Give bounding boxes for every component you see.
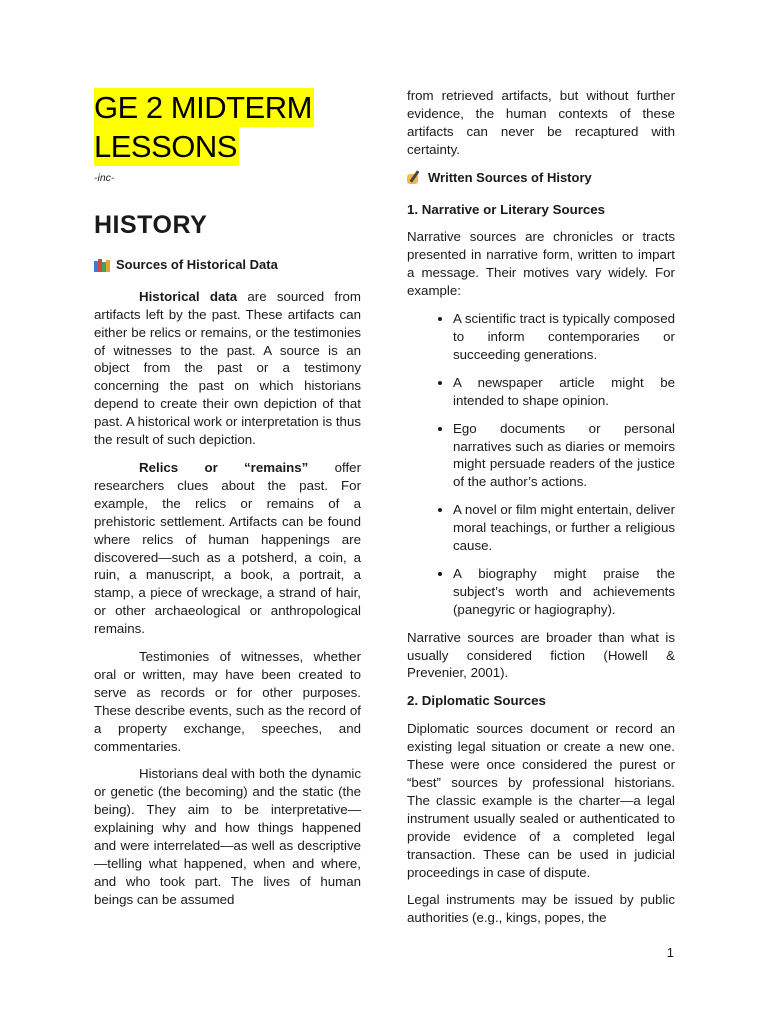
paragraph-narrative: Narrative sources are chronicles or tracts presented in narrative form, written to impart a message. Their motives vary widely. For example: <box>407 229 675 299</box>
paragraph-continued: from retrieved artifacts, but without further evidence, the human contexts of these artifacts can never be recaptured with certainty. <box>407 88 675 157</box>
list-item: • A newspaper article might be intended to shape opinion. <box>453 374 675 410</box>
page-number: 1 <box>666 945 674 960</box>
paragraph-legal: Legal instruments may be issued by public authorities (e.g., kings, popes, the <box>407 892 675 926</box>
paragraph-historical-data <box>94 288 361 449</box>
books-icon <box>94 258 110 272</box>
right-column <box>407 87 675 937</box>
paragraph-diplomatic: Diplomatic sources document or record an existing legal situation or create a new one. These were once considered the purest or “best” sources by professional historians. The classic example is the charter—a legal instrument usually sealed or authenticated to provide evidence of a completed legal transaction. These can be used in judicial proceedings in case of dispute. <box>407 721 675 880</box>
list-item: • Ego documents or personal narratives such as diaries or memoirs might persuade readers of the justice of the author’s actions. <box>453 420 675 492</box>
paragraph-relics <box>94 459 361 638</box>
list-item: • A novel or film might entertain, deliver moral teachings, or further a religious cause. <box>453 501 675 555</box>
writing-hand-icon <box>407 170 422 185</box>
list-item: • A scientific tract is typically composed to inform contemporaries or succeeding generations. <box>453 310 675 364</box>
document-subtitle: -inc- <box>94 172 115 184</box>
heading-narrative-sources: 1. Narrative or Literary Sources <box>407 201 606 217</box>
document-title <box>94 88 361 166</box>
paragraph-broader: Narrative sources are broader than what is usually considered fiction (Howell & Prevenier, 2001). <box>407 629 675 681</box>
title-line-2: LESSONS <box>94 129 237 164</box>
paragraph-text: offer researchers clues about the past. For example, the relics or remains of a prehistoric settlement. Artifacts can be found where relics of human happenings are discovered—such as a potsherd, a coin, a ruin, a manuscript, a book, a portrait, a stamp, a piece of wreckage, a strand of hair, or other archaeological or anthropological remains. <box>94 459 361 637</box>
bold-term: Relics or “remains” <box>139 459 309 475</box>
heading-diplomatic-sources: 2. Diplomatic Sources <box>407 693 546 709</box>
bold-term: Historical data <box>139 288 238 304</box>
subheading-label: Written Sources of History <box>428 169 592 185</box>
list-item: • A biography might praise the subject’s worth and achievements (panegyric or hagiography). <box>453 565 675 619</box>
subheading-sources <box>94 256 361 274</box>
title-line-1: GE 2 MIDTERM <box>94 90 312 125</box>
examples-list <box>407 310 675 619</box>
paragraph-text: are sourced from artifacts left by the past. These artifacts can either be relics or remains, or the testimonies of witnesses to the past. A source is an object from the past or a testimony concerning the past on which historians depend to create their own depiction of that past. A historical work or interpretation is thus the result of such depiction. <box>94 288 361 448</box>
left-column <box>94 88 361 919</box>
paragraph-testimonies: Testimonies of witnesses, whether oral or written, may have been created to serve as records or for other purposes. These describe events, such as the record of a property exchange, speeches, and commentaries. <box>94 649 361 754</box>
section-heading: HISTORY <box>94 210 208 239</box>
paragraph-historians: Historians deal with both the dynamic or genetic (the becoming) and the static (the being). They aim to be interpretative—explaining why and how things happened and were interrelated—as well as descriptive—telling what happened, when and where, and who took part. The lives of human beings can be assumed <box>94 766 361 907</box>
subheading-written-sources <box>407 169 675 187</box>
subheading-label: Sources of Historical Data <box>116 256 278 272</box>
